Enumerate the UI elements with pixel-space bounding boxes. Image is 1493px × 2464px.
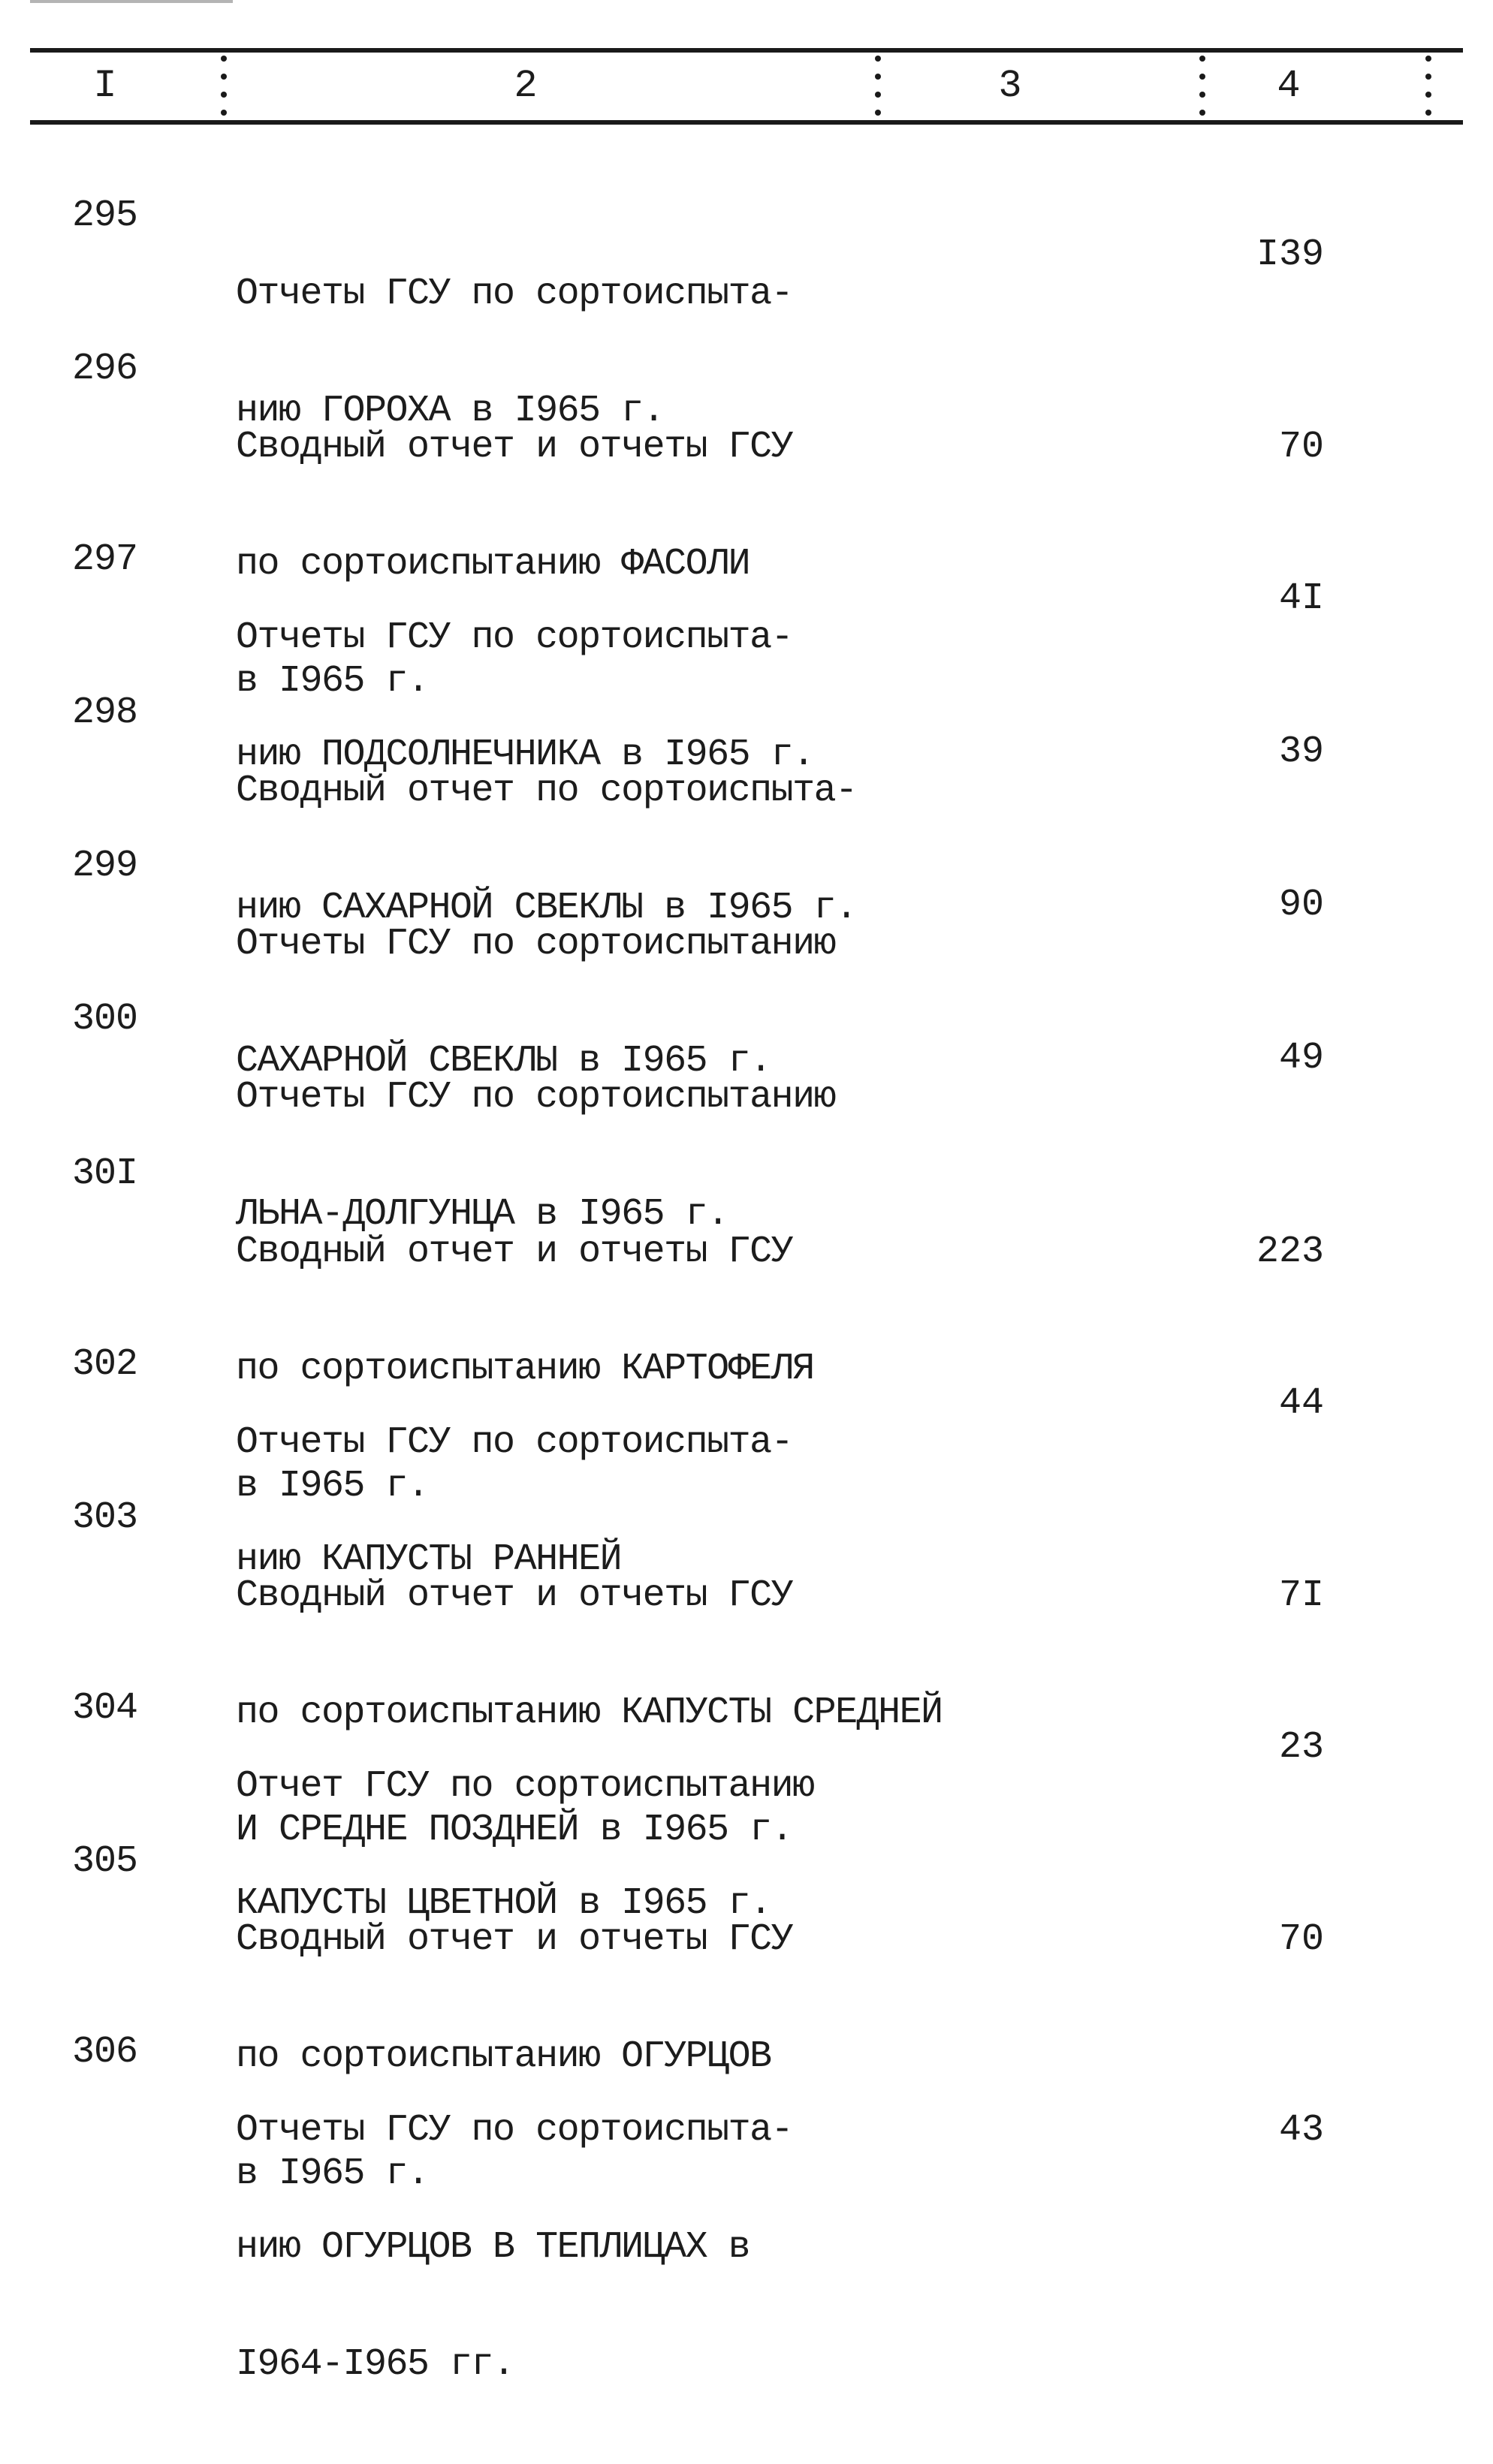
- column-header-4: 4: [1277, 64, 1301, 108]
- entry-title-line: по сортоиспытанию ФАСОЛИ: [236, 543, 750, 586]
- column-header-3: 3: [998, 64, 1022, 108]
- entry-sheet-count: 44: [1278, 1382, 1324, 1425]
- entry-title-line: нию САХАРНОЙ СВЕКЛЫ в I965 г.: [236, 887, 857, 929]
- entry-title-line: КАПУСТЫ ЦВЕТНОЙ в I965 г.: [236, 1882, 771, 1925]
- entry-number: 296: [72, 348, 138, 390]
- entry-number: 300: [72, 998, 138, 1041]
- column-separator: [1424, 56, 1431, 117]
- entry-title-line: Отчеты ГСУ по сортоиспыта-: [236, 273, 793, 315]
- entry-title-line: ЛЬНА-ДОЛГУНЦА в I965 г.: [236, 1193, 728, 1236]
- entry-title-line: Сводный отчет и отчеты ГСУ: [236, 426, 793, 468]
- entry-sheet-count: 43: [1278, 2109, 1324, 2152]
- entry-title-line: Отчеты ГСУ по сортоиспытанию: [236, 923, 836, 965]
- entry-title-line: в I965 г.: [236, 2152, 429, 2195]
- entry-title-line: И СРЕДНЕ ПОЗДНЕЙ в I965 г.: [236, 1809, 793, 1851]
- column-separator: [873, 56, 881, 117]
- entry-title-line: Отчет ГСУ по сортоиспытанию: [236, 1765, 814, 1808]
- scan-mark: [30, 0, 233, 3]
- entry-sheet-count: 70: [1278, 1918, 1324, 1961]
- entry-title-line: Сводный отчет по сортоиспыта-: [236, 770, 857, 812]
- entry-number: 297: [72, 538, 138, 581]
- entry-number: 303: [72, 1496, 138, 1539]
- entry-title-line: Отчеты ГСУ по сортоиспыта-: [236, 2109, 793, 2152]
- entry-number: 302: [72, 1343, 138, 1386]
- entry-title-line: САХАРНОЙ СВЕКЛЫ в I965 г.: [236, 1040, 771, 1083]
- entry-title-line: нию ГОРОХА в I965 г.: [236, 390, 665, 432]
- entry-number: 305: [72, 1840, 138, 1883]
- entry-sheet-count: 7I: [1278, 1574, 1324, 1617]
- entry-title-line: нию КАПУСТЫ РАННЕЙ: [236, 1538, 622, 1581]
- entry-number: 299: [72, 845, 138, 887]
- entry-sheet-count: 223: [1256, 1230, 1324, 1273]
- entry-number: 304: [72, 1687, 138, 1730]
- entry-number: 30I: [72, 1152, 138, 1195]
- entry-title-line: Отчеты ГСУ по сортоиспыта-: [236, 616, 793, 659]
- entry-number: 306: [72, 2031, 138, 2074]
- column-header-2: 2: [514, 64, 538, 108]
- entry-title-line: в I965 г.: [236, 660, 429, 703]
- entry-number: 298: [72, 691, 138, 734]
- entry-number: 295: [72, 194, 138, 237]
- entry-title-line: по сортоиспытанию КАРТОФЕЛЯ: [236, 1348, 814, 1390]
- header-bottom-rule: [30, 120, 1463, 125]
- entry-title-line: I964-I965 гг.: [236, 2343, 514, 2386]
- entry-sheet-count: I39: [1256, 233, 1324, 276]
- entry-title-line: нию ОГУРЦОВ В ТЕПЛИЦАХ в: [236, 2226, 750, 2269]
- entry-sheet-count: 23: [1278, 1726, 1324, 1769]
- entry-title-line: нию ПОДСОЛНЕЧНИКА в I965 г.: [236, 733, 814, 776]
- entry-sheet-count: 90: [1278, 884, 1324, 926]
- entry-title-line: Сводный отчет и отчеты ГСУ: [236, 1230, 793, 1273]
- column-separator: [219, 56, 227, 117]
- entry-sheet-count: 4I: [1278, 577, 1324, 620]
- entry-title: [236, 2033, 792, 2462]
- entry-title-line: Отчеты ГСУ по сортоиспыта-: [236, 1421, 793, 1464]
- header-top-rule: [30, 48, 1463, 53]
- column-separator: [1198, 56, 1205, 117]
- column-header-1: I: [93, 64, 117, 108]
- entry-title-line: Сводный отчет и отчеты ГСУ: [236, 1918, 793, 1961]
- entry-sheet-count: 70: [1278, 426, 1324, 468]
- entry-sheet-count: 49: [1278, 1037, 1324, 1080]
- entry-title-line: Отчеты ГСУ по сортоиспытанию: [236, 1076, 836, 1119]
- entry-sheet-count: 39: [1278, 730, 1324, 773]
- entry-title-line: Сводный отчет и отчеты ГСУ: [236, 1574, 793, 1617]
- entry-title-line: в I965 г.: [236, 1465, 429, 1508]
- entry-title-line: по сортоиспытанию ОГУРЦОВ: [236, 2035, 771, 2078]
- entry-title-line: по сортоиспытанию КАПУСТЫ СРЕДНЕЙ: [236, 1691, 943, 1734]
